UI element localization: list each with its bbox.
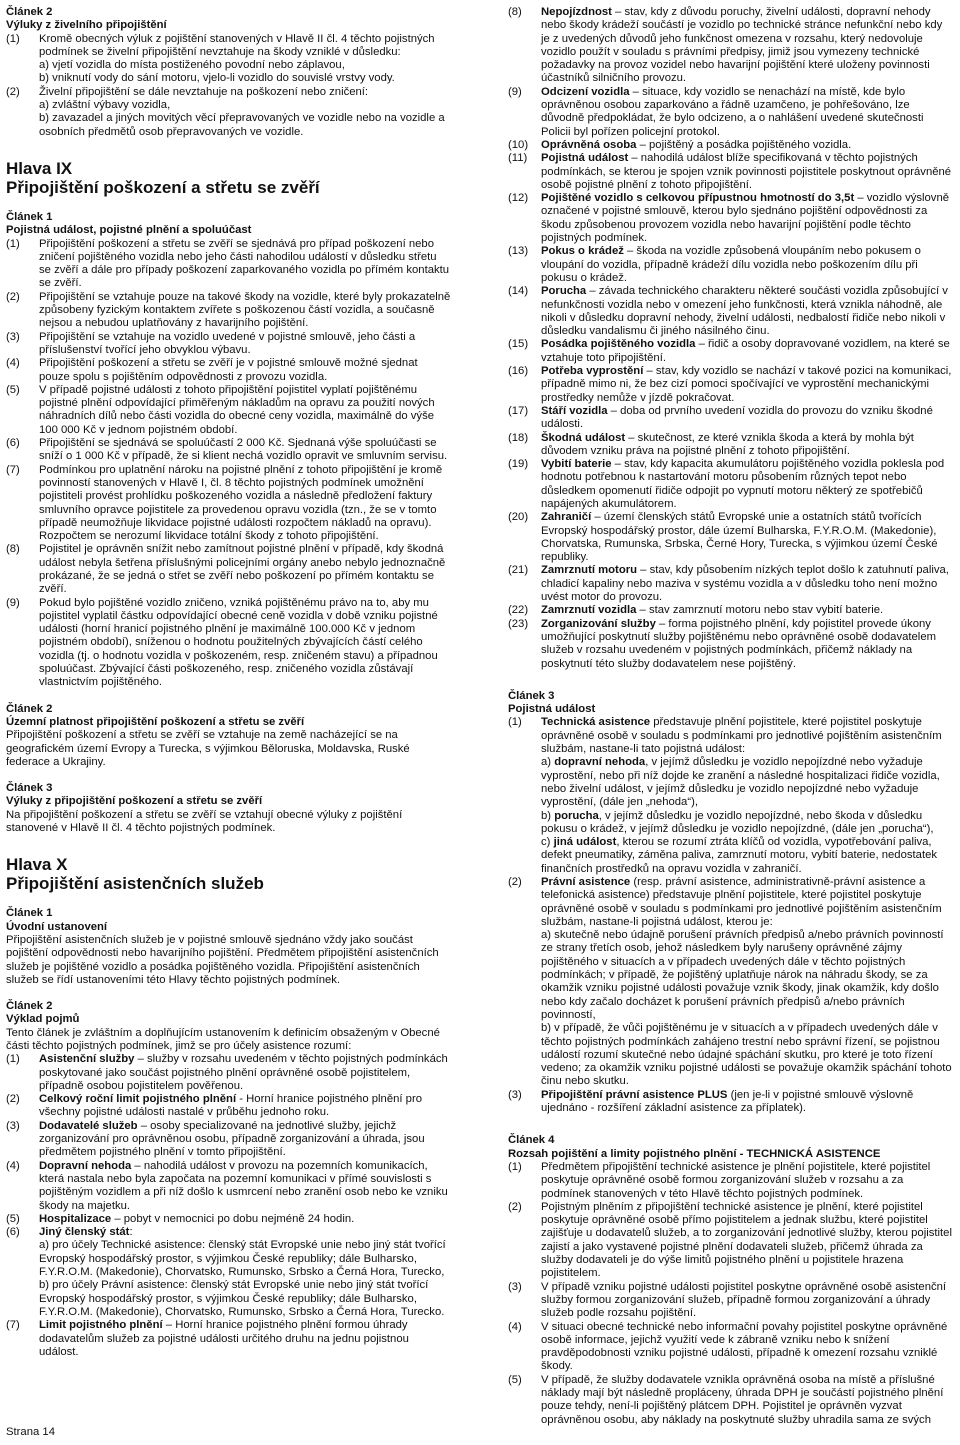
paragraph: Tento článek je zvláštním a doplňujícím ustanovením k definicím obsaženým v Obecné části těchto pojistných podmínek, jimž se pro účely asistence rozumí:	[6, 1026, 440, 1052]
item-term: porucha	[554, 809, 599, 822]
item-text: – stav, kdy kapacita akumulátoru pojištěného vozidla poklesla pod hodnotu potřebnou k nastartování motoru působením různých tepot nebo důsledkem opomenutí řidiče odpojit po vypnutí motoru některý ze spotřebičů napájených akumulátorem.	[541, 458, 945, 510]
item-number: (8)	[508, 6, 522, 18]
article-subtitle: Výluky z živelního připojištění	[6, 19, 167, 32]
paragraph: Připojištění asistenčních služeb je v pojistné smlouvě sjednáno vždy jako součást pojištění odpovědnosti nebo havarijního pojištění. Předmětem připojištění asistenčních služeb je pojištěné vozidlo a posádka pojištěného vozidla. Připojištění asistenčních služeb se řídí ustanoveními této Hlavy těchto pojistných podmínek.	[6, 933, 439, 986]
item-number: (9)	[508, 85, 522, 98]
list-item	[508, 405, 953, 432]
list-item	[6, 437, 451, 464]
item-number: (2)	[6, 290, 20, 303]
item-number: (4)	[6, 1159, 20, 1172]
paragraph: b) pro účely Právní asistence: členský stát Evropské unie nebo jiný stát tvořící Evropský hospodářský prostor, s výjimkou České republiky; dále Bulharsko, F.Y.R.O.M. (Makedonie), Chorvatsko, Rumunsko, Srbsko a Černá Hora, Turecko.	[39, 1279, 445, 1318]
article-title: Článek 4	[508, 1134, 555, 1147]
right-column	[508, 6, 953, 1427]
list-item	[6, 1053, 451, 1093]
item-text: – nahodilá událost v provozu na pozemních komunikacích, která nastala nebo byla započata na pozemní komunikaci v přímé souvislosti s pojištěným vozidlem a při níž došlo k usmrcení nebo zranění osob nebo ke vzniku škody na majetku.	[39, 1159, 448, 1212]
chapter-number: Hlava IX	[6, 158, 73, 178]
item-term: Odcizení vozidla	[541, 85, 630, 98]
item-number: (4)	[6, 357, 20, 370]
item-letter: a)	[541, 756, 555, 769]
item-text: V případě vzniku pojistné události pojistitel poskytne oprávněné osobě asistenční služby formou zorganizování služeb, případně formou zorganizování a úhrady služeb podle rozsahu pojištění.	[541, 1280, 947, 1320]
list-item	[6, 291, 451, 331]
list-item	[508, 564, 953, 604]
item-text: – závada technického charakteru některé součásti vozidla způsobující v nefunkčnosti vozidla nebo v omezení jeho funkčnosti, která vznikla náhodně, ale nikoli v důsledku dopravní nehody, živelní události, nedbalostí řidiče nebo nikoli v důsledku vandalismu či jiného násilného činu.	[541, 285, 948, 338]
item-number: (1)	[6, 237, 20, 250]
paragraph: b) zavazadel a jiných movitých věcí přepravovaných ve vozidle nebo na vozidle a osobních předmětů osob přepravovaných ve vozidle.	[39, 112, 445, 138]
item-text: Připojištění poškození a střetu se zvěří je v pojistné smlouvě možné sjednat pouze spolu s pojištěním odpovědnosti z provozu vozidla.	[39, 357, 418, 383]
article-subtitle: Pojistná událost, pojistné plnění a spoluúčast	[6, 224, 252, 237]
list-item	[6, 1093, 451, 1120]
item-term: Zamrznutí motoru	[541, 564, 638, 577]
item-term: Celkový roční limit pojistného plnění	[39, 1093, 237, 1106]
chapter-heading	[6, 159, 451, 197]
item-text: Připojištění se vztahuje pouze na takové škody na vozidle, které byly prokazatelně způsobeny fyzickým kontaktem zvířete s poškozenou částí vozidla, a současně nejsou a nebudou uplatňovány z havarijního pojištění.	[39, 290, 451, 330]
article-title: Článek 2	[6, 1000, 53, 1013]
chapter-number: Hlava X	[6, 855, 68, 875]
list-item	[508, 511, 953, 564]
list-item	[508, 245, 953, 285]
list-item	[508, 810, 953, 837]
item-number: (18)	[508, 431, 529, 444]
list-item	[6, 384, 451, 437]
item-text: Předmětem připojištění technické asistence je plnění pojistitele, které pojistitel poskytuje oprávněné osobě formou zorganizování služeb v rozsahu a za podmínek stanovených v této Hlavě těchto pojistných podmínek.	[541, 1160, 931, 1200]
item-term: Porucha	[541, 285, 587, 298]
item-text: Připojištění se vztahuje na vozidlo uvedené v pojistné smlouvě, jeho části a příslušenství tvořící jeho obvyklou výbavu.	[39, 330, 416, 356]
paragraph: Připojištění poškození a střetu se zvěří se vztahuje na země nacházející se na geografickém území Evropy a Turecka, s výjimkou Běloruska, Moldavska, Ruské federace a Ukrajiny.	[6, 729, 410, 768]
item-number: (8)	[6, 543, 20, 556]
list-item	[508, 365, 953, 405]
item-number: (2)	[508, 1200, 522, 1213]
list-item	[508, 756, 953, 809]
item-term: Škodná událost	[541, 431, 626, 444]
list-item	[508, 604, 953, 617]
definition-list	[508, 6, 953, 671]
list-item	[508, 338, 953, 365]
item-number: (12)	[508, 192, 529, 205]
definition-list	[6, 1053, 451, 1239]
item-text: Pojistitel je oprávněn snížit nebo zamítnout pojistné plnění v případě, kdy škodná událost nebyla šetřena příslušnými policejními orgány anebo nebylo jednoznačně prokázané, že se jedná o střet se zvěří nebo poškození po přímém kontaktu se zvěří.	[39, 543, 446, 596]
list-item	[508, 139, 953, 152]
item-letter: b)	[541, 809, 555, 822]
list-item	[6, 1226, 451, 1239]
left-column	[6, 6, 451, 1359]
list-item	[508, 618, 953, 671]
item-term: Nepojízdnost	[541, 6, 612, 18]
list-item	[6, 238, 451, 291]
list-item	[508, 192, 953, 245]
item-text: – nahodilá událost blíže specifikovaná v těchto pojistných podmínkách, se kterou je spojen vznik povinnosti pojistitele poskytnout oprávněné osobě pojistné plnění z tohoto připojištění.	[541, 152, 952, 191]
item-number: (6)	[6, 437, 20, 450]
list-item	[508, 1321, 953, 1374]
item-number: (14)	[508, 285, 529, 298]
item-text: V případě, že služby dodavatele vznikla oprávněná osoba na místě a příslušné náklady mají být následně propláceny, úhrada DPH je součástí pojistného plnění pouze tehdy, není-li pojištěný plátcem DPH. Pojistitel je oprávněn vyzvat oprávněnou osobu, aby náklady na poskytnuté služby uhradila sama ze svých	[541, 1373, 944, 1426]
item-term: Pokus o krádež	[541, 245, 624, 258]
item-number: (5)	[6, 383, 20, 396]
list-item	[6, 1213, 451, 1226]
paragraph: Na připojištění poškození a střetu se zvěří se vztahují obecné výluky z pojištění stanovené v Hlavě II čl. 4 těchto pojistných podmínek.	[6, 808, 403, 835]
paragraph-list	[508, 1161, 953, 1427]
item-text: , kterou se rozumí ztráta klíčů od vozidla, vypotřebování paliva, defekt pneumatiky, záměna paliva, zamrznutí motoru, vybití baterie, nedostatek finančních prostředků na opravu vozidla v zahraničí.	[541, 836, 938, 875]
item-text: Připojištění se sjednává se spoluúčastí 2 000 Kč. Sjednaná výše spoluúčasti se sníží o 1 000 Kč v případě, že si klient nechá vozidlo opravit ve smluvním servisu.	[39, 437, 448, 463]
item-term: Asistenční služby	[39, 1053, 135, 1066]
item-term: jiná událost	[553, 836, 617, 849]
item-number: (7)	[6, 463, 20, 476]
item-term: Hospitalizace	[39, 1212, 112, 1225]
item-text: – doba od prvního uvedení vozidla do provozu do vzniku škodné události.	[541, 404, 933, 431]
item-term: Dodavatelé služeb	[39, 1119, 138, 1132]
item-number: (19)	[508, 458, 529, 471]
list-item	[6, 1120, 451, 1160]
item-number: (16)	[508, 365, 529, 378]
item-number: (9)	[6, 596, 20, 609]
item-term: Oprávněná osoba	[541, 138, 637, 151]
article-title: Článek 2	[6, 702, 53, 715]
definition-item: (7) Limit pojistného plnění – Horní hranice pojistného plnění formou úhrady dodavatelům služeb za pojistné události určitého druhu na jednu pojistnou událost.	[6, 1319, 409, 1358]
item-number: (22)	[508, 604, 529, 617]
list-item	[508, 1201, 953, 1281]
item-text: – pobyt v nemocnici po dobu nejméně 24 hodin.	[111, 1212, 355, 1225]
item-term: Pojištěné vozidlo s celkovou přípustnou hmotností do 3,5t	[541, 192, 855, 205]
item-text: - Horní hranice pojistného plnění pro všechny pojistné události nastalé v průběhu jednoho roku.	[39, 1093, 422, 1119]
item-text: – služby v rozsahu uvedeném v těchto pojistných podmínkách poskytované jako součást pojistného plnění oprávněné osobě pojistitelem, případně osobou pojistitelem pověřenou.	[39, 1053, 448, 1092]
item-text: V případě pojistné události z tohoto připojištění pojistitel vyplatí pojištěnému pojistné plnění odpovídající přiměřeným nákladům na opravu za použití nových náhradních dílů nebo části vozidla do obecné ceny vozidla, maximálně do výše 100 000 Kč v jednom pojistném období.	[39, 383, 435, 436]
item-number: (6)	[6, 1226, 20, 1239]
item-number: (11)	[508, 152, 528, 165]
list-item	[6, 331, 451, 358]
item-text: – skutečnost, ze které vznikla škoda a která by mohla být důvodem vzniku práva na pojistné plnění z tohoto připojištění.	[541, 431, 914, 457]
item-text: – vozidlo výslovně označené v pojistné smlouvě, kterou bylo sjednáno pojištění odpovědnosti za škodu způsobenou provozem vozidla nebo havarijní pojištění podle těchto pojistných podmínek.	[541, 192, 950, 245]
item-term: Stáří vozidla	[541, 404, 608, 417]
list-item	[508, 285, 953, 338]
article-title: Článek 1	[6, 907, 53, 920]
item-text: – situace, kdy vozidlo se nenachází na místě, kde bylo oprávněnou osobou zaparkováno a řádně uzamčeno, je pohřešováno, lze důvodně předpokládat, že bylo odcizeno, a o nahlášení uvedené skutečnosti Policii byl pořízen policejní protokol.	[541, 85, 924, 138]
list-item	[508, 432, 953, 459]
page-number: Strana 14	[6, 1426, 55, 1438]
item-text: – území členských států Evropské unie a ostatních států tvořících Evropský hospodářský prostor, dále území Bulharska, F.Y.R.O.M. (Makedonie), Chorvatska, Rumunska, Srbska, Černé Hory, Turecka, s výjimkou území České republiky.	[541, 511, 938, 564]
item-text: – stav zamrznutí motoru nebo stav vybití baterie.	[636, 604, 884, 617]
chapter-heading	[6, 855, 451, 893]
item-number: (13)	[508, 245, 529, 258]
item-number: (10)	[508, 138, 529, 151]
article-title: Článek 3	[508, 689, 555, 702]
item-number: (3)	[508, 1280, 522, 1293]
item-text: – pojištěný a posádka pojištěného vozidla.	[636, 138, 852, 151]
paragraph: a) skutečně nebo údajně porušení právních předpisů a/nebo právních povinností ze strany třetích osob, jehož následkem byly narušeny oprávněné zájmy pojištěného v situacích a v případech uvedených dále v těchto pojistných podmínkách; v případě, že pojištěný uplatňuje nárok na náhradu škody, se za okamžik vzniku pojistné události považuje vznik škody, jinak okamžik, kdy došlo nebo kdy začalo docházet k porušení právních předpisů a/nebo právních povinností,	[541, 929, 944, 1021]
item-text: Připojištění poškození a střetu se zvěří se sjednává pro případ poškození nebo zničení pojištěného vozidla nebo jeho části nahodilou událostí v důsledku střetu se zvěří a dále pro případy poškození zaparkovaného vozidla po přímém kontaktu se zvěří.	[39, 237, 450, 290]
item-term: Jiný členský stát	[39, 1226, 130, 1239]
item-text: , v jejímž důsledku je vozidlo nepojízdné, nebo škoda v důsledku pokusu o krádež, v jejímž důsledku je vozidlo nepojízdné, (dále jen „porucha“),	[541, 809, 934, 835]
paragraph: b) v případě, že vůči pojištěnému je v situacích a v případech uvedených dále v těchto pojistných podmínkách zahájeno trestní nebo správní řízení, se pojistnou událostí rozumí skutečné nebo údajné spáchání skutku, pro které je toto řízení vedeno; za okamžik vzniku pojistné události se považuje okamžik spáchání tohoto činu nebo skutku.	[541, 1022, 952, 1088]
item-text: V situaci obecné technické nebo informační povahy pojistitel poskytne oprávněné osobě informace, jejichž využití vede k zábraně vzniku nebo k snížení pravděpodobnosti vzniku pojistné události, případně k omezení rozsahu vzniklé škody.	[541, 1320, 948, 1373]
item-text: Podmínkou pro uplatnění nároku na pojistné plnění z tohoto připojištění je kromě povinností stanovených v Hlavě I, čl. 8 těchto pojistných podmínek umožnění pojistiteli provést prohlídku poškozeného vozidla a následně předložení faktury smluvního opravce pojistitele za provedenou opravu vozidla (tzn., že se v tomto případě neumožňuje likvidace pojistné události rozpočtem nákladů na opravu). Rozpočtem se nerozumí likvidace totální škody z tohoto připojištění.	[39, 463, 443, 543]
item-text: – řidič a osoby dopravované vozidlem, na které se vztahuje toto připojištění.	[541, 338, 950, 364]
list-item	[508, 1374, 953, 1427]
item-number: (3)	[6, 330, 20, 343]
item-number: (17)	[508, 404, 529, 417]
item-term: Zorganizování služby	[541, 617, 656, 630]
article-subtitle: Výklad pojmů	[6, 1013, 80, 1026]
item-number: (21)	[508, 564, 529, 577]
list-item	[508, 6, 953, 86]
paragraph: a) vjetí vozidla do místa postiženého povodní nebo záplavou,	[39, 59, 345, 72]
list-item	[508, 86, 953, 139]
chapter-title: Připojištění poškození a střetu se zvěří	[6, 177, 320, 197]
list-item	[508, 1161, 953, 1201]
list-item	[6, 543, 451, 596]
item-term: Vybití baterie	[541, 458, 612, 471]
item-term: Potřeba vyprostění	[541, 365, 644, 378]
item-term: Zahraničí	[541, 511, 592, 524]
list-item	[6, 464, 451, 544]
item-number: (1)	[508, 1160, 522, 1173]
item-text: – stav, kdy působením nízkých teplot došlo k zatuhnutí paliva, chladicí kapaliny nebo maziva v systému vozidla a v důsledku toho není možno uvést motor do provozu.	[541, 564, 949, 604]
item-term: Dopravní nehoda	[39, 1159, 132, 1172]
item-text: , v jejímž důsledku je vozidlo nepojízdné nebo vyžaduje vyprostění, nebo při níž dojde ke zranění a následné hospitalizaci řidiče vozidla, nebo živelní událost, v jejímž důsledku je vozidlo nepojízdné nebo vyžaduje vyprostění, (dále jen „nehoda“),	[541, 756, 940, 809]
list-item	[6, 357, 451, 384]
item-number: (20)	[508, 511, 529, 524]
item-text: Pojistným plněním z připojištění technické asistence je plnění, které pojistitel poskytuje oprávněné osobě přímo pojistitelem a jednak službu, které pojistitel zajišťuje u dodavatelů služeb, a to zorganizování jednotlivé služby, kterou pojistitel zajistí a jako vystavené pojistné plnění dodavateli služeb, přičemž úhrada za služby dodavateli je do výše limitů pojistného plnění u pojistitele hrazena pojistitelem.	[541, 1200, 952, 1280]
item-text: – škoda na vozidle způsobená vloupáním nebo pokusem o vloupání do vozidla, případně krádeží dílu vozidla nebo poškozením dílu při pokusu o krádež.	[541, 245, 921, 284]
sub-list	[508, 756, 953, 876]
article-title: Článek 3	[6, 782, 53, 795]
item-text: – stav, kdy vozidlo se nachází v takové pozici na komunikaci, případně mimo ni, že bez cizí pomoci spočívající ve vyprostění mechanickými prostředky nemůže v jízdě pokračovat.	[541, 365, 952, 404]
item-number: (5)	[6, 1212, 20, 1225]
article-subtitle: Pojistná událost	[508, 703, 596, 716]
article-title: Článek 1	[6, 210, 53, 223]
item-term: Zamrznutí vozidla	[541, 604, 637, 617]
item-number: (15)	[508, 338, 529, 351]
item-text: – forma pojistného plnění, kdy pojistitel provede úkony umožňující poskytnutí služby pojištěnému nebo oprávněné osobě dodavatelem služeb v rozsahu uvedeném v pojistných podmínkách, přičemž náklady na poskytnutí této služby dodavatelem nese pojištěný.	[541, 617, 937, 670]
list-item	[508, 836, 953, 876]
list-item	[6, 1160, 451, 1213]
list-item	[508, 152, 953, 192]
list-item	[508, 458, 953, 511]
item-term: Pojistná událost	[541, 152, 629, 165]
item-term: Posádka pojištěného vozidla	[541, 338, 696, 351]
paragraph: (3) Připojištění právní asistence PLUS (jen je-li v pojistné smlouvě výslovně ujednáno - rozšíření základní asistence za příplatek).	[508, 1088, 914, 1115]
chapter-title: Připojištění asistenčních služeb	[6, 874, 264, 894]
paragraph: a) pro účely Technické asistence: členský stát Evropské unie nebo jiný stát tvořící Evropský hospodářský prostor, s výjimkou České republiky; dále Bulharsko, F.Y.R.O.M. (Makedonie), Chorvatsko, Rumunsko, Srbsko a Černá Hora, Turecko,	[39, 1239, 446, 1279]
item-number: (23)	[508, 617, 529, 630]
item-text: – stav, kdy z důvodu poruchy, živelní události, dopravní nehody nebo škody krádeží součástí je vozidlo po technické stránce nefunkční nebo kdy je z uvedených důvodů jeho funkčnost omezena v rozsahu, který nedovoluje vozidlo použít v souladu s právními předpisy, jimiž jsou vymezeny technické požadavky na provoz vozidel nebo havarijní pojištění které uloženy povinnosti účastníků silničního provozu.	[541, 6, 943, 85]
paragraph: (2) Právní asistence (resp. právní asistence, administrativně-právní asistence a telefonická asistence) představuje plnění pojistitele, které pojistitel poskytuje oprávněné osobě v souladu s podmínkami pro jednotlivé pojištěním asistenčním službám, nastane-li pojistná událost, kterou je:	[508, 876, 942, 928]
item-number: (3)	[6, 1119, 20, 1132]
paragraph: (2) Živelní připojištění se dále nevztahuje na poškození nebo zničení:	[6, 85, 369, 98]
item-term: dopravní nehoda	[554, 756, 646, 769]
article-subtitle: Rozsah pojištění a limity pojistného plnění - TECHNICKÁ ASISTENCE	[508, 1147, 881, 1160]
article-title: Článek 2	[6, 6, 53, 18]
item-number: (5)	[508, 1373, 522, 1386]
article-subtitle: Výluky z připojištění poškození a střetu se zvěří	[6, 795, 263, 808]
list-item	[6, 597, 451, 690]
paragraph: (1) Technická asistence představuje plnění pojistitele, které pojistitel poskytuje oprávněné osobě v souladu s podmínkami pro jednotlivé pojištěním asistenčním službám, nastane-li tato pojistná událost:	[508, 716, 942, 756]
item-number: (2)	[6, 1093, 20, 1106]
paragraph-list	[6, 238, 451, 690]
item-number: (1)	[6, 1053, 20, 1066]
item-text: Pokud bylo pojištěné vozidlo zničeno, vzniká pojištěnému právo na to, aby mu pojistitel vyplatil částku odpovídající obecné ceně vozidla v době vzniku pojistné události (horní hranicí pojistného plnění je maximálně 100.000 Kč v jednom pojistném období), sníženou o hodnotu použitelných zbývajících částí celého vozidla (tj. o hodnotu vozidla v poškozeném, resp. zničeném stavu) a případnou spoluúčast. Zbývající části poškozeného, resp. zničeného vozidla zůstávají vlastnictvím pojištěného.	[39, 596, 438, 689]
list-item	[508, 1281, 953, 1321]
item-letter: c)	[541, 836, 554, 849]
item-text: – osoby specializované na jednotlivé služby, jejichž zorganizování pro oprávněnou osobu, případně zorganizování a úhrada, jsou předmětem pojistného plnění v tomto připojištění.	[39, 1119, 425, 1159]
paragraph: (1) Kromě obecných výluk z pojištění stanovených v Hlavě II čl. 4 těchto pojistných podmínek se živelní připojištění nevztahuje na škody vzniklé v důsledku:	[6, 32, 435, 58]
item-number: (4)	[508, 1320, 522, 1333]
paragraph: a) zvláštní výbavy vozidla,	[39, 99, 171, 112]
paragraph: b) vniknutí vody do sání motoru, vjelo-li vozidlo do souvislé vrstvy vody.	[39, 72, 395, 85]
article-subtitle: Úvodní ustanovení	[6, 920, 108, 933]
article-subtitle: Územní platnost připojištění poškození a střetu se zvěří	[6, 715, 305, 728]
item-text: :	[129, 1226, 133, 1239]
